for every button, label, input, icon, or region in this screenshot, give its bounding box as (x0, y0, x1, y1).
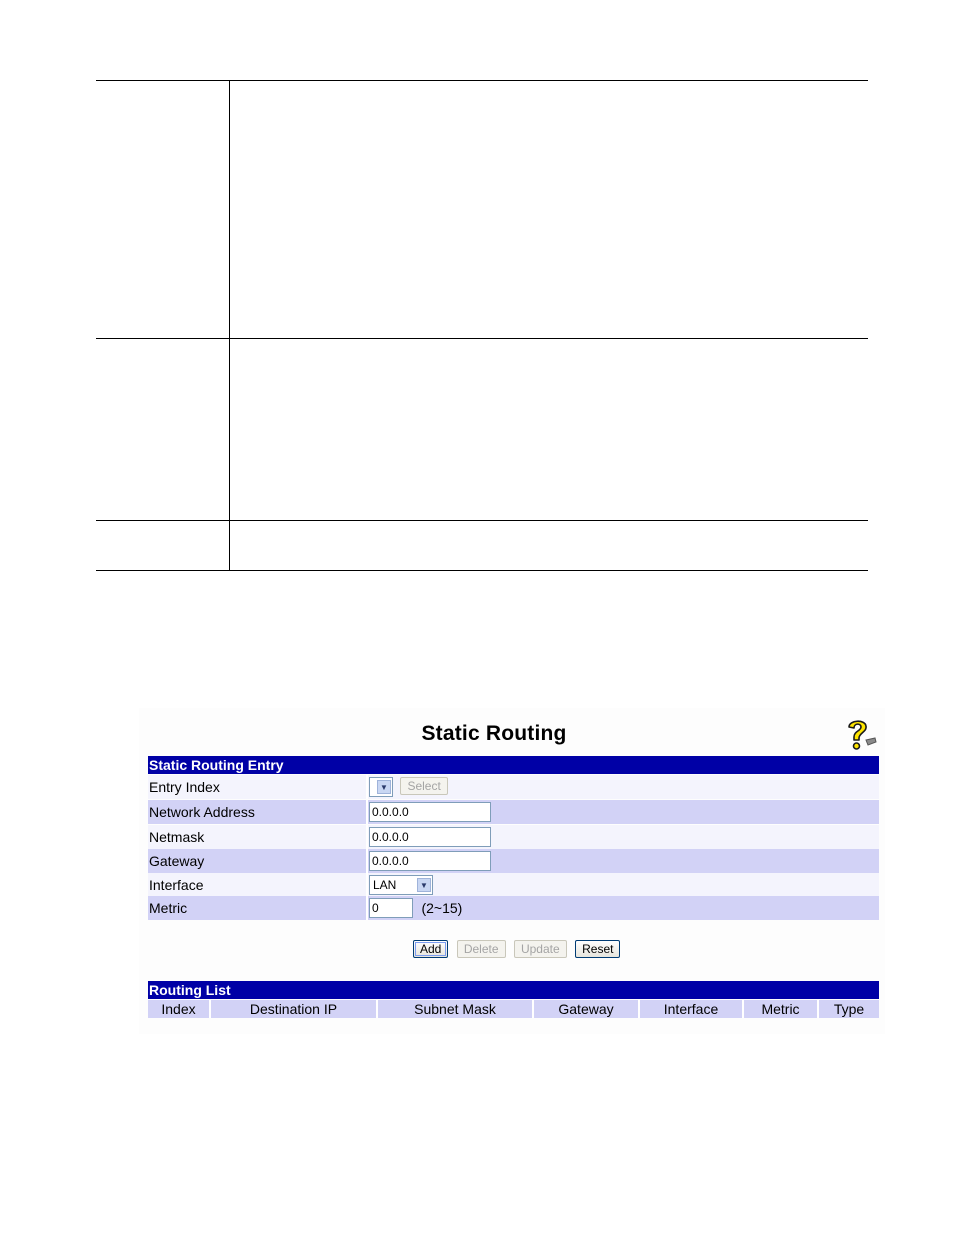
column-subnet-mask[interactable]: Subnet Mask (378, 1000, 534, 1018)
gateway-row (148, 849, 879, 873)
entry-section-header: Static Routing Entry (148, 756, 879, 774)
entry-index-select[interactable] (369, 777, 393, 797)
interface-label: Interface (149, 877, 204, 893)
gateway-input[interactable]: 0.0.0.0 (369, 851, 491, 871)
table-column-divider (229, 80, 230, 571)
entry-index-row (148, 775, 879, 799)
reset-button[interactable]: Reset (575, 940, 620, 958)
document-table (96, 80, 868, 571)
netmask-input[interactable]: 0.0.0.0 (369, 827, 491, 847)
table-rule-row-2 (96, 520, 868, 521)
metric-range-hint: (2~15) (421, 900, 463, 916)
column-interface[interactable]: Interface (640, 1000, 744, 1018)
network-address-label: Network Address (149, 804, 255, 820)
column-metric[interactable]: Metric (744, 1000, 819, 1018)
update-button[interactable]: Update (514, 940, 567, 958)
interface-select[interactable]: LAN ▼ (369, 875, 433, 895)
action-button-bar (413, 940, 624, 960)
netmask-label: Netmask (149, 829, 205, 845)
gateway-label: Gateway (149, 853, 205, 869)
page-title: Static Routing (421, 722, 567, 745)
column-gateway[interactable]: Gateway (534, 1000, 640, 1018)
add-button[interactable]: Add (413, 940, 448, 958)
table-rule-top (96, 80, 868, 81)
select-button[interactable]: Select (400, 777, 447, 795)
routing-list-header: Routing List (148, 981, 879, 999)
column-type[interactable]: Type (833, 1001, 865, 1017)
chevron-down-icon: ▼ (377, 780, 391, 794)
chevron-down-icon: ▼ (417, 878, 431, 892)
metric-label: Metric (149, 900, 188, 916)
metric-row (148, 896, 879, 920)
interface-row (148, 873, 879, 897)
routing-list-columns (148, 1000, 879, 1018)
table-rule-row-1 (96, 338, 868, 339)
network-address-input[interactable]: 0.0.0.0 (369, 802, 491, 822)
column-index[interactable]: Index (148, 1000, 211, 1018)
netmask-row (148, 825, 879, 849)
static-routing-panel (139, 708, 885, 1034)
entry-index-label: Entry Index (149, 779, 220, 795)
metric-input[interactable]: 0 (369, 898, 413, 918)
network-address-row (148, 800, 879, 824)
table-rule-bottom (96, 570, 868, 571)
column-destination-ip[interactable]: Destination IP (211, 1000, 378, 1018)
help-question-icon[interactable] (842, 718, 878, 752)
entry-index-control (369, 777, 448, 797)
delete-button[interactable]: Delete (457, 940, 506, 958)
